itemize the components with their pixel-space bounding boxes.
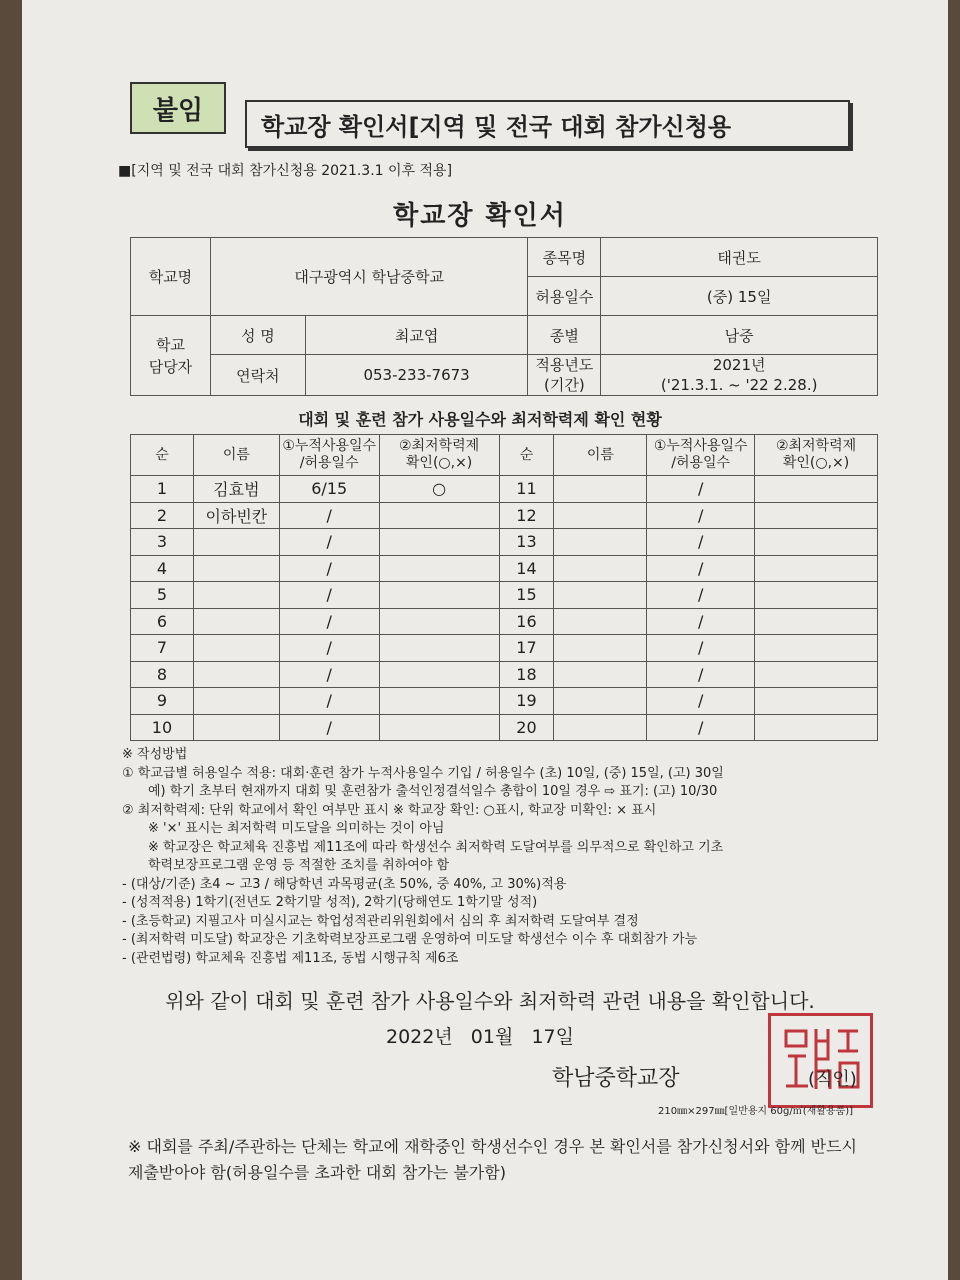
note-line: - (대상/기준) 초4 ~ 고3 / 해당학년 과목평균(초 50%, 중 40%, 고 30%)적용: [122, 876, 567, 892]
cell-check: [379, 688, 499, 715]
cell-no2: 14: [499, 555, 554, 582]
table-row: [131, 608, 878, 635]
cell-check: [379, 502, 499, 529]
note-line: - (관련법령) 학교체육 진흥법 제11조, 동법 시행규칙 제6조: [122, 950, 459, 966]
header-title: 학교장 확인서[지역 및 전국 대회 참가신청용: [245, 100, 850, 148]
cell-days2: /: [647, 688, 755, 715]
days-value: (중) 15일: [601, 277, 878, 316]
staff-label: 학교 담당자: [131, 316, 211, 396]
cell-no: 3: [131, 529, 194, 556]
cell-no2: 19: [499, 688, 554, 715]
cell-check: [379, 582, 499, 609]
cell-name2: [554, 608, 647, 635]
header-days: ①누적사용일수 /허용일수: [279, 435, 379, 476]
header-no-2: 순: [499, 435, 554, 476]
cell-no: 5: [131, 582, 194, 609]
header-check-2: ②최저학력제 확인(○,×): [755, 435, 878, 476]
cell-days2: /: [647, 582, 755, 609]
cell-name: [193, 714, 279, 741]
sport-label: 종목명: [528, 238, 601, 277]
cell-check2: [755, 582, 878, 609]
table-row: [131, 661, 878, 688]
cell-days2: /: [647, 529, 755, 556]
cell-no2: 15: [499, 582, 554, 609]
info-table: [130, 237, 878, 396]
note-line: ※ 작성방법: [122, 747, 188, 762]
cell-no: 4: [131, 555, 194, 582]
cell-name2: [554, 635, 647, 662]
days-label: 허용일수: [528, 277, 601, 316]
note-line: ① 학교급별 허용일수 적용: 대회·훈련 참가 누적사용일수 기입 / 허용일수 (초) 10일, (중) 15일, (고) 30일: [122, 765, 724, 781]
writing-notes: [122, 746, 892, 968]
header-check: ②최저학력제 확인(○,×): [379, 435, 499, 476]
header-no: 순: [131, 435, 194, 476]
cell-days: /: [279, 688, 379, 715]
cell-no2: 16: [499, 608, 554, 635]
cell-days2: /: [647, 635, 755, 662]
cell-no: 2: [131, 502, 194, 529]
cell-days2: /: [647, 502, 755, 529]
school-label: 학교명: [131, 238, 211, 316]
cell-name: [193, 608, 279, 635]
cell-days2: /: [647, 608, 755, 635]
note-line: - (초등학교) 지필고사 미실시교는 학업성적관리위원회에서 심의 후 최저학력 도달여부 결정: [122, 913, 639, 929]
cell-name: [193, 555, 279, 582]
cell-no2: 11: [499, 476, 554, 503]
cell-days: /: [279, 608, 379, 635]
cell-check: [379, 635, 499, 662]
table-row: [131, 714, 878, 741]
cell-days: /: [279, 582, 379, 609]
cell-check2: [755, 635, 878, 662]
cell-check2: [755, 608, 878, 635]
cell-name2: [554, 502, 647, 529]
cell-days: /: [279, 714, 379, 741]
cell-name2: [554, 555, 647, 582]
note-line: 학력보장프로그램 운영 등 적절한 조치를 취하여야 함: [148, 858, 450, 873]
cell-check2: [755, 529, 878, 556]
cell-no2: 17: [499, 635, 554, 662]
top-note: ■[지역 및 전국 대회 참가신청용 2021.3.1 이후 적용]: [118, 163, 453, 179]
cell-no2: 20: [499, 714, 554, 741]
table-row: [131, 635, 878, 662]
cell-name: [193, 529, 279, 556]
attachment-tag: 붙임: [130, 82, 226, 134]
cell-days: 6/15: [279, 476, 379, 503]
contact-label: 연락처: [210, 355, 305, 396]
cell-check: [379, 714, 499, 741]
cell-name: 이하빈칸: [193, 502, 279, 529]
document-date: 2022년 01월 17일: [385, 1026, 574, 1048]
table-row: [131, 582, 878, 609]
cell-name: [193, 635, 279, 662]
table-row: [131, 688, 878, 715]
cell-check: [379, 608, 499, 635]
cell-check2: [755, 688, 878, 715]
cell-no: 7: [131, 635, 194, 662]
header-name: 이름: [193, 435, 279, 476]
official-seal: [768, 1013, 873, 1108]
cell-no2: 12: [499, 502, 554, 529]
cell-days2: /: [647, 661, 755, 688]
cell-check: [379, 661, 499, 688]
cell-check2: [755, 661, 878, 688]
roster-table: [130, 434, 878, 741]
cell-name: 김효범: [193, 476, 279, 503]
note-line: ※ '×' 표시는 최저학력 미도달을 의미하는 것이 아님: [148, 821, 445, 836]
table-row: [131, 555, 878, 582]
header-name-2: 이름: [554, 435, 647, 476]
cell-no: 1: [131, 476, 194, 503]
cell-name2: [554, 582, 647, 609]
contact-value: 053-233-7673: [305, 355, 528, 396]
school-value: 대구광역시 학남중학교: [210, 238, 528, 316]
cell-check2: [755, 555, 878, 582]
note-line: - (최저학력 미도달) 학교장은 기초학력보장프로그램 운영하여 미도달 학생선수 이수 후 대회참가 가능: [122, 932, 698, 947]
cell-days: /: [279, 661, 379, 688]
cell-name2: [554, 661, 647, 688]
section-title: 대회 및 훈련 참가 사용일수와 최저학력제 확인 현황: [298, 410, 662, 429]
cell-no: 10: [131, 714, 194, 741]
cell-days2: /: [647, 555, 755, 582]
confirm-statement: 위와 같이 대회 및 훈련 참가 사용일수와 최저학력 관련 내용을 확인합니다.: [165, 989, 815, 1013]
cell-no: 9: [131, 688, 194, 715]
cell-no2: 13: [499, 529, 554, 556]
cell-name2: [554, 476, 647, 503]
cell-no: 8: [131, 661, 194, 688]
note-line: 예) 학기 초부터 현재까지 대회 및 훈련참가 출석인정결석일수 총합이 10일 경우 ⇨ 표기: (고) 10/30: [148, 784, 718, 799]
footer-note: ※ 대회를 주최/주관하는 단체는 학교에 재학중인 학생선수인 경우 본 확인서를 참가신청서와 함께 반드시 제출받아야 함(허용일수를 초과한 대회 참가는 불가함): [128, 1137, 857, 1182]
cell-days: /: [279, 502, 379, 529]
note-line: - (성적적용) 1학기(전년도 2학기말 성적), 2학기(당해연도 1학기말 성적): [122, 895, 538, 910]
cell-days: /: [279, 529, 379, 556]
cell-name2: [554, 688, 647, 715]
seal-label: (직인): [808, 1069, 857, 1090]
document-title: 학교장 확인서: [393, 201, 567, 231]
cell-days2: /: [647, 714, 755, 741]
principal-signature: 학남중학교장: [552, 1066, 680, 1091]
cell-check: [379, 529, 499, 556]
cell-check2: [755, 714, 878, 741]
sport-value: 태권도: [601, 238, 878, 277]
cell-no2: 18: [499, 661, 554, 688]
cell-name2: [554, 714, 647, 741]
cell-name: [193, 661, 279, 688]
paper-spec: 210㎜×297㎜[일반용지 60g/㎡(재활용품)]: [658, 1106, 854, 1117]
year-label: 적용년도 (기간): [528, 355, 601, 396]
year-value: 2021년 ('21.3.1. ~ '22 2.28.): [601, 355, 878, 396]
name-value: 최교엽: [305, 316, 528, 355]
note-line: ※ 학교장은 학교체육 진흥법 제11조에 따라 학생선수 최저학력 도달여부를 의무적으로 확인하고 기초: [148, 839, 724, 855]
table-row: [131, 529, 878, 556]
type-value: 남중: [601, 316, 878, 355]
cell-check: ○: [379, 476, 499, 503]
type-label: 종별: [528, 316, 601, 355]
name-label: 성 명: [210, 316, 305, 355]
cell-name2: [554, 529, 647, 556]
note-line: ② 최저학력제: 단위 학교에서 확인 여부만 표시 ※ 학교장 확인: ○표시, 학교장 미확인: × 표시: [122, 802, 657, 818]
cell-check2: [755, 502, 878, 529]
cell-check: [379, 555, 499, 582]
cell-name: [193, 582, 279, 609]
cell-days: /: [279, 555, 379, 582]
cell-days2: /: [647, 476, 755, 503]
header-days-2: ①누적사용일수 /허용일수: [647, 435, 755, 476]
cell-days: /: [279, 635, 379, 662]
cell-no: 6: [131, 608, 194, 635]
cell-name: [193, 688, 279, 715]
table-row: [131, 502, 878, 529]
cell-check2: [755, 476, 878, 503]
table-row: [131, 476, 878, 503]
